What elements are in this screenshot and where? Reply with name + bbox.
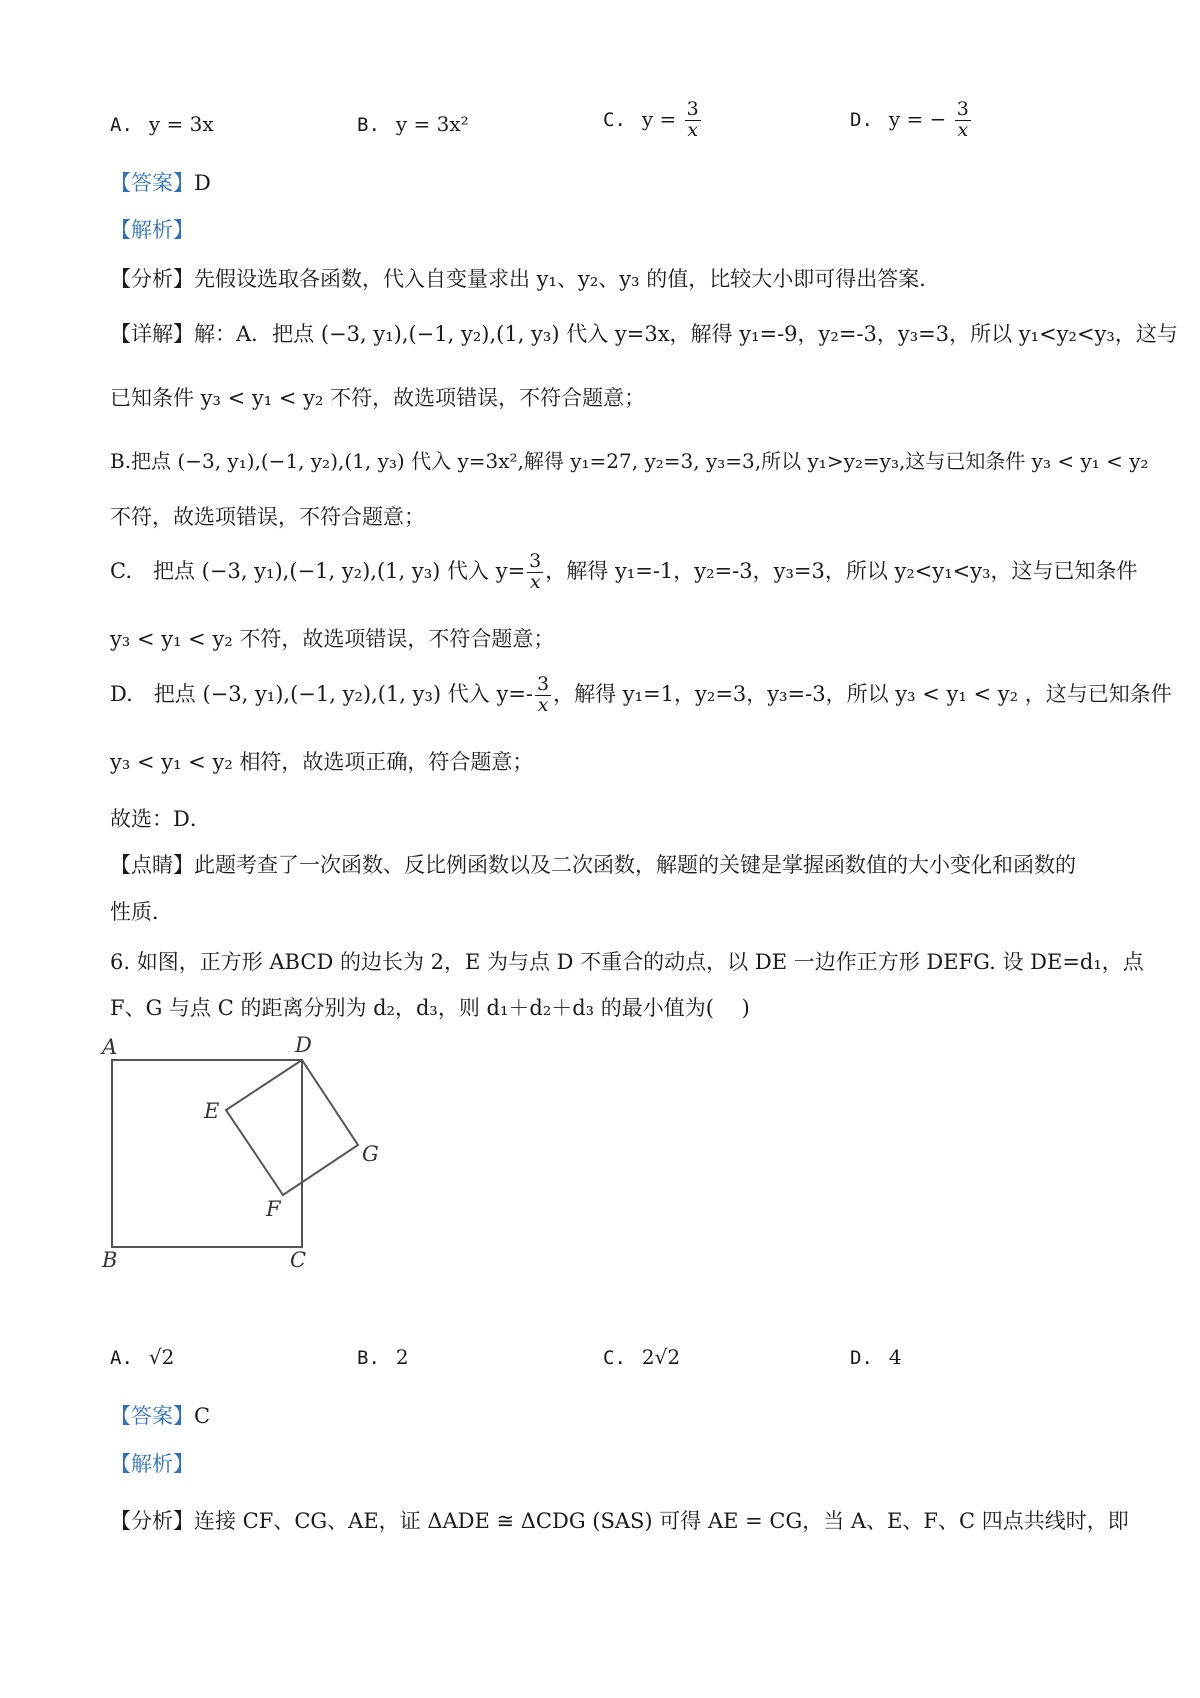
label-f: F	[266, 1197, 281, 1221]
q5-option-c: C. y = $\frac{3}{x}$	[603, 98, 699, 141]
q6-answer: 【答案】C	[110, 1404, 211, 1428]
label-a: A	[102, 1035, 118, 1059]
q5-xiangjie-d1: D. 把点 (−3, y₁),(−1, y₂),(1, y₃) 代入 y=- $\frac{3}{x}$ ，解得 y₁=1，y₂=3，y₃=-3，所以 y₃ < y₁ < y₂ ，这与已知条件	[110, 673, 1172, 716]
q5-xiangjie-c2: y₃ < y₁ < y₂ 不符，故选项错误，不符合题意；	[110, 627, 555, 651]
q6-option-b: B. 2	[357, 1345, 409, 1369]
label-g: G	[362, 1142, 379, 1166]
q6-option-d: D. 4	[850, 1345, 902, 1369]
q6-option-a: A. √2	[110, 1345, 175, 1369]
q6-stem-2: F、G 与点 C 的距离分别为 d₂，d₃，则 d₁＋d₂＋d₃ 的最小值为( )	[110, 996, 750, 1020]
q5-xiangjie-a2: 已知条件 y₃ < y₁ < y₂ 不符，故选项错误，不符合题意；	[110, 386, 646, 410]
q5-option-d: D. y = − $\frac{3}{x}$	[850, 98, 969, 141]
q5-dianjing-2: 性质．	[110, 900, 173, 924]
label-d: D	[295, 1033, 312, 1057]
q5-xiangjie-b1: B.把点 (−3, y₁),(−1, y₂),(1, y₃) 代入 y=3x²,解得 y₁=27, y₂=3, y₃=3,所以 y₁>y₂=y₃,这与已知条件 y₃ < y₁ < y₂	[110, 449, 1149, 473]
q5-fenxi: 【分析】先假设选取各函数，代入自变量求出 y₁、y₂、y₃ 的值，比较大小即可得出答案．	[110, 267, 941, 291]
q6-stem-1: 6. 如图，正方形 ABCD 的边长为 2，E 为与点 D 不重合的动点，以 DE 一边作正方形 DEFG. 设 DE=d₁，点	[110, 950, 1144, 974]
q5-xiangjie-a1: 【详解】解：A．把点 (−3, y₁),(−1, y₂),(1, y₃) 代入 y=3x，解得 y₁=-9，y₂=-3，y₃=3，所以 y₁<y₂<y₃，这与	[110, 322, 1178, 346]
q6-fenxi: 【分析】连接 CF、CG、AE，证 ΔADE ≅ ΔCDG (SAS) 可得 AE = CG，当 A、E、F、C 四点共线时，即	[110, 1509, 1129, 1533]
label-e: E	[204, 1099, 220, 1123]
q5-xiangjie-c1: C. 把点 (−3, y₁),(−1, y₂),(1, y₃) 代入 y= $\frac{3}{x}$ ，解得 y₁=-1，y₂=-3，y₃=3，所以 y₂<y₁<y₃，这与已知条件	[110, 550, 1138, 593]
square-defg	[226, 1060, 358, 1195]
q5-answer: 【答案】D	[110, 171, 211, 195]
label-b: B	[102, 1248, 118, 1270]
q5-guxuan: 故选：D．	[110, 807, 211, 831]
q5-xiangjie-b2: 不符，故选项错误，不符合题意；	[110, 505, 425, 529]
q5-option-a: A. y = 3x	[110, 112, 214, 136]
q6-geometry-figure	[100, 1030, 390, 1270]
q5-option-b: B. y = 3x²	[357, 112, 469, 136]
q6-option-c: C. 2√2	[603, 1345, 681, 1369]
q5-dianjing-1: 【点睛】此题考查了一次函数、反比例函数以及二次函数，解题的关键是掌握函数值的大小变化和函数的	[110, 853, 1076, 877]
q6-jiexi: 【解析】	[110, 1452, 194, 1476]
label-c: C	[290, 1248, 307, 1270]
q5-xiangjie-d2: y₃ < y₁ < y₂ 相符，故选项正确，符合题意；	[110, 750, 534, 774]
q5-jiexi: 【解析】	[110, 218, 194, 242]
